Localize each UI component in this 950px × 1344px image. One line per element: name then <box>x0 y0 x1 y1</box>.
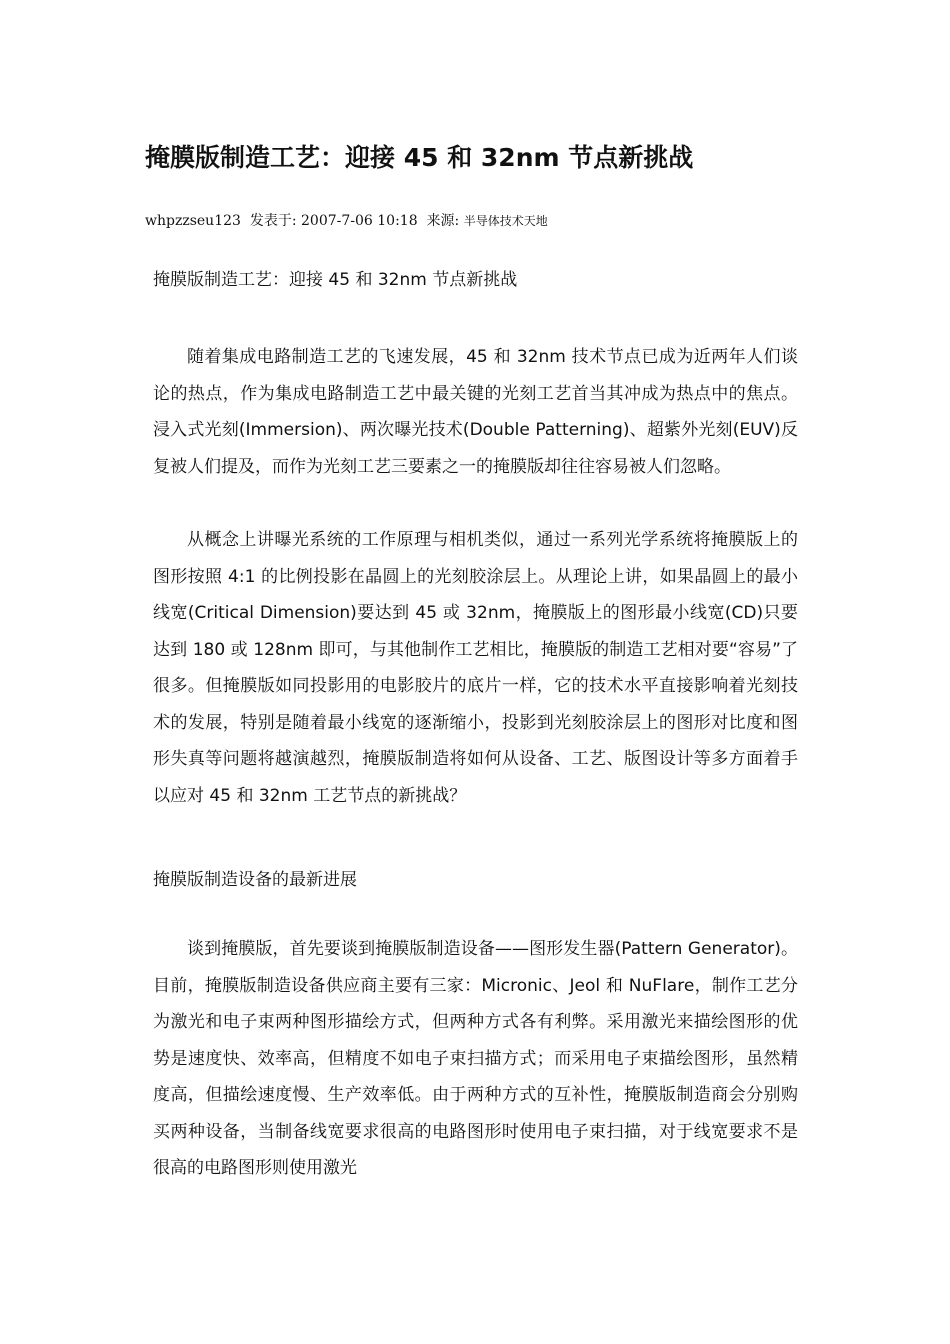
source-name: 半导体技术天地 <box>463 214 548 228</box>
posted-label: 发表于: <box>249 213 297 229</box>
source-label: 来源: <box>426 213 460 229</box>
post-meta <box>145 210 548 230</box>
body-paragraph: 随着集成电路制造工艺的飞速发展，45 和 32nm 技术节点已成为近两年人们谈论的热点，作为集成电路制造工艺中最关键的光刻工艺首当其冲成为热点中的焦点。浸入式光刻(Immersion)、两次曝光技术(Double Patterning)、超紫外光刻(EUV)反复被人们提及，而作为光刻工艺三要素之一的掩膜版却往往容易被人们忽略。 <box>153 347 798 477</box>
body-paragraph: 从概念上讲曝光系统的工作原理与相机类似，通过一系列光学系统将掩膜版上的图形按照 4:1 的比例投影在晶圆上的光刻胶涂层上。从理论上讲，如果晶圆上的最小线宽(Critical Dimension)要达到 45 或 32nm，掩膜版上的图形最小线宽(CD)只要达到 180 或 128nm 即可，与其他制作工艺相比，掩膜版的制造工艺相对要“容易”了很多。但掩膜版如同投影用的电影胶片的底片一样，它的技术水平直接影响着光刻技术的发展，特别是随着最小线宽的逐渐缩小，投影到光刻胶涂层上的图形对比度和图形失真等问题将越演越烈，掩膜版制造将如何从设备、工艺、版图设计等多方面着手以应对 45 和 32nm 工艺节点的新挑战？ <box>153 530 798 806</box>
page-title: 掩膜版制造工艺：迎接 45 和 32nm 节点新挑战 <box>145 143 694 172</box>
author-name: whpzzseu123 <box>145 213 241 229</box>
section-paragraph: 谈到掩膜版，首先要谈到掩膜版制造设备——图形发生器(Pattern Generator)。目前，掩膜版制造设备供应商主要有三家：Micronic、Jeol 和 NuFlare，制作工艺分为激光和电子束两种图形描绘方式，但两种方式各有利弊。采用激光来描绘图形的优势是速度快、效率高，但精度不如电子束扫描方式；而采用电子束描绘图形，虽然精度高，但描绘速度慢、生产效率低。由于两种方式的互补性，掩膜版制造商会分别购买两种设备，当制备线宽要求很高的电路图形时使用电子束扫描，对于线宽要求不是很高的电路图形则使用激光 <box>153 939 798 1178</box>
posted-time: 2007-7-06 10:18 <box>301 213 418 229</box>
section-heading: 掩膜版制造设备的最新进展 <box>153 870 357 890</box>
article-subtitle: 掩膜版制造工艺：迎接 45 和 32nm 节点新挑战 <box>153 270 518 290</box>
